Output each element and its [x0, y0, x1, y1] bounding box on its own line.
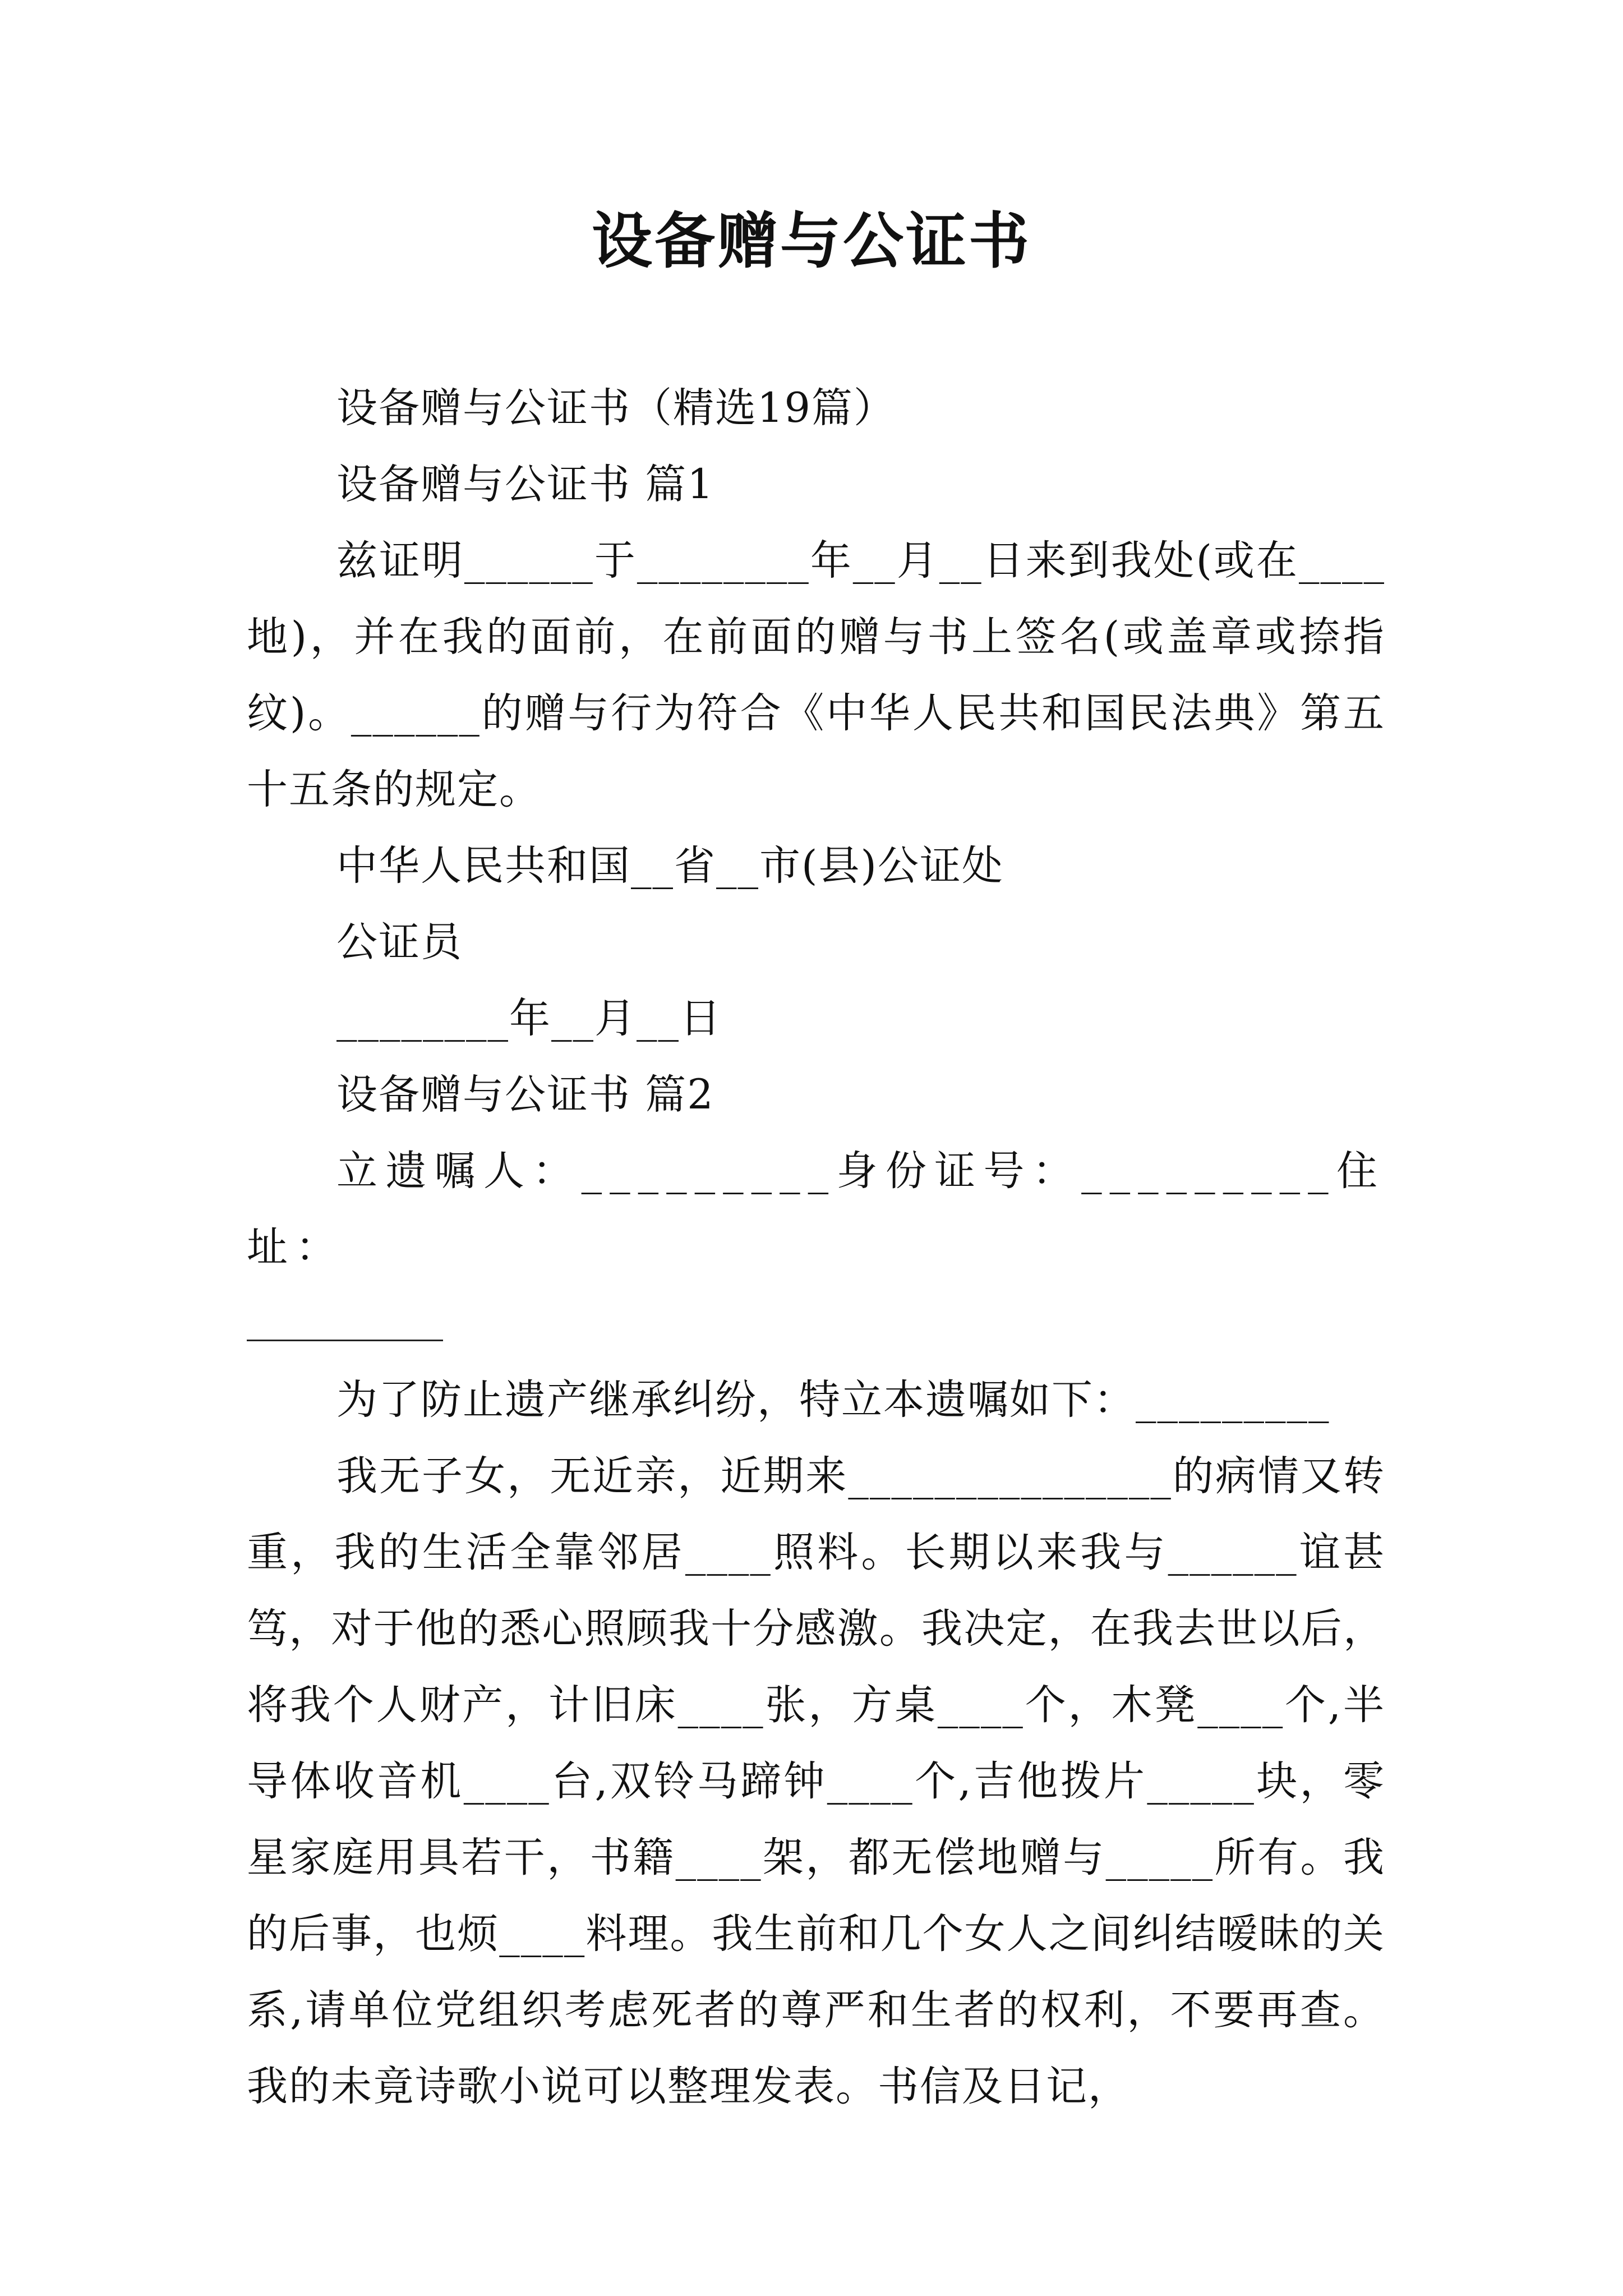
address-blank-line-row [247, 1286, 1385, 1362]
document-title: 设备赠与公证书 [591, 206, 1031, 277]
paragraph-will-purpose: 为了防止遗产继承纠纷，特立本遗嘱如下：_________ [336, 1376, 1330, 1424]
document-body [247, 370, 1385, 2125]
paragraph-notary-office: 中华人民共和国__省__市(县)公证处 [336, 842, 1004, 890]
paragraph-section-1-heading: 设备赠与公证书 篇1 [336, 461, 714, 508]
paragraph-collection-title: 设备赠与公证书（精选19篇） [336, 384, 896, 432]
paragraph-will-content: 我无子女，无近亲，近期来_______________的病情又转重，我的生活全靠邻居____照料。长期以来我与______谊甚笃，对于他的悉心照顾我十分感激。我决定，在我去世以后，将我个人财产，计旧床____张，方桌____个，木凳____个,半导体收音机____台,双铃马蹄钟____个,吉他拨片_____块，零星家庭用具若干，书籍____架，都无偿地赠与_____所有。我的后事，也烦____料理。我生前和几个女人之间纠结暧昧的关系,请单位党组织考虑死者的尊严和生者的权利，不要再查。我的未竟诗歌小说可以整理发表。书信及日记， [247, 1452, 1385, 2110]
paragraph-date-line: ________年__月__日 [336, 995, 722, 1042]
paragraph-section-2-heading: 设备赠与公证书 篇2 [336, 1071, 714, 1119]
paragraph-testator-info: 立遗嘱人：_________身份证号：_________住址： [247, 1147, 1385, 1271]
paragraph-notary-officer: 公证员 [336, 918, 463, 966]
address-blank-line [247, 1340, 443, 1341]
paragraph-certification: 兹证明______于________年__月__日来到我处(或在____地)，并在我的面前，在前面的赠与书上签名(或盖章或捺指纹)。______的赠与行为符合《中华人民共和国民法典》第五十五条的规定。 [247, 537, 1385, 813]
